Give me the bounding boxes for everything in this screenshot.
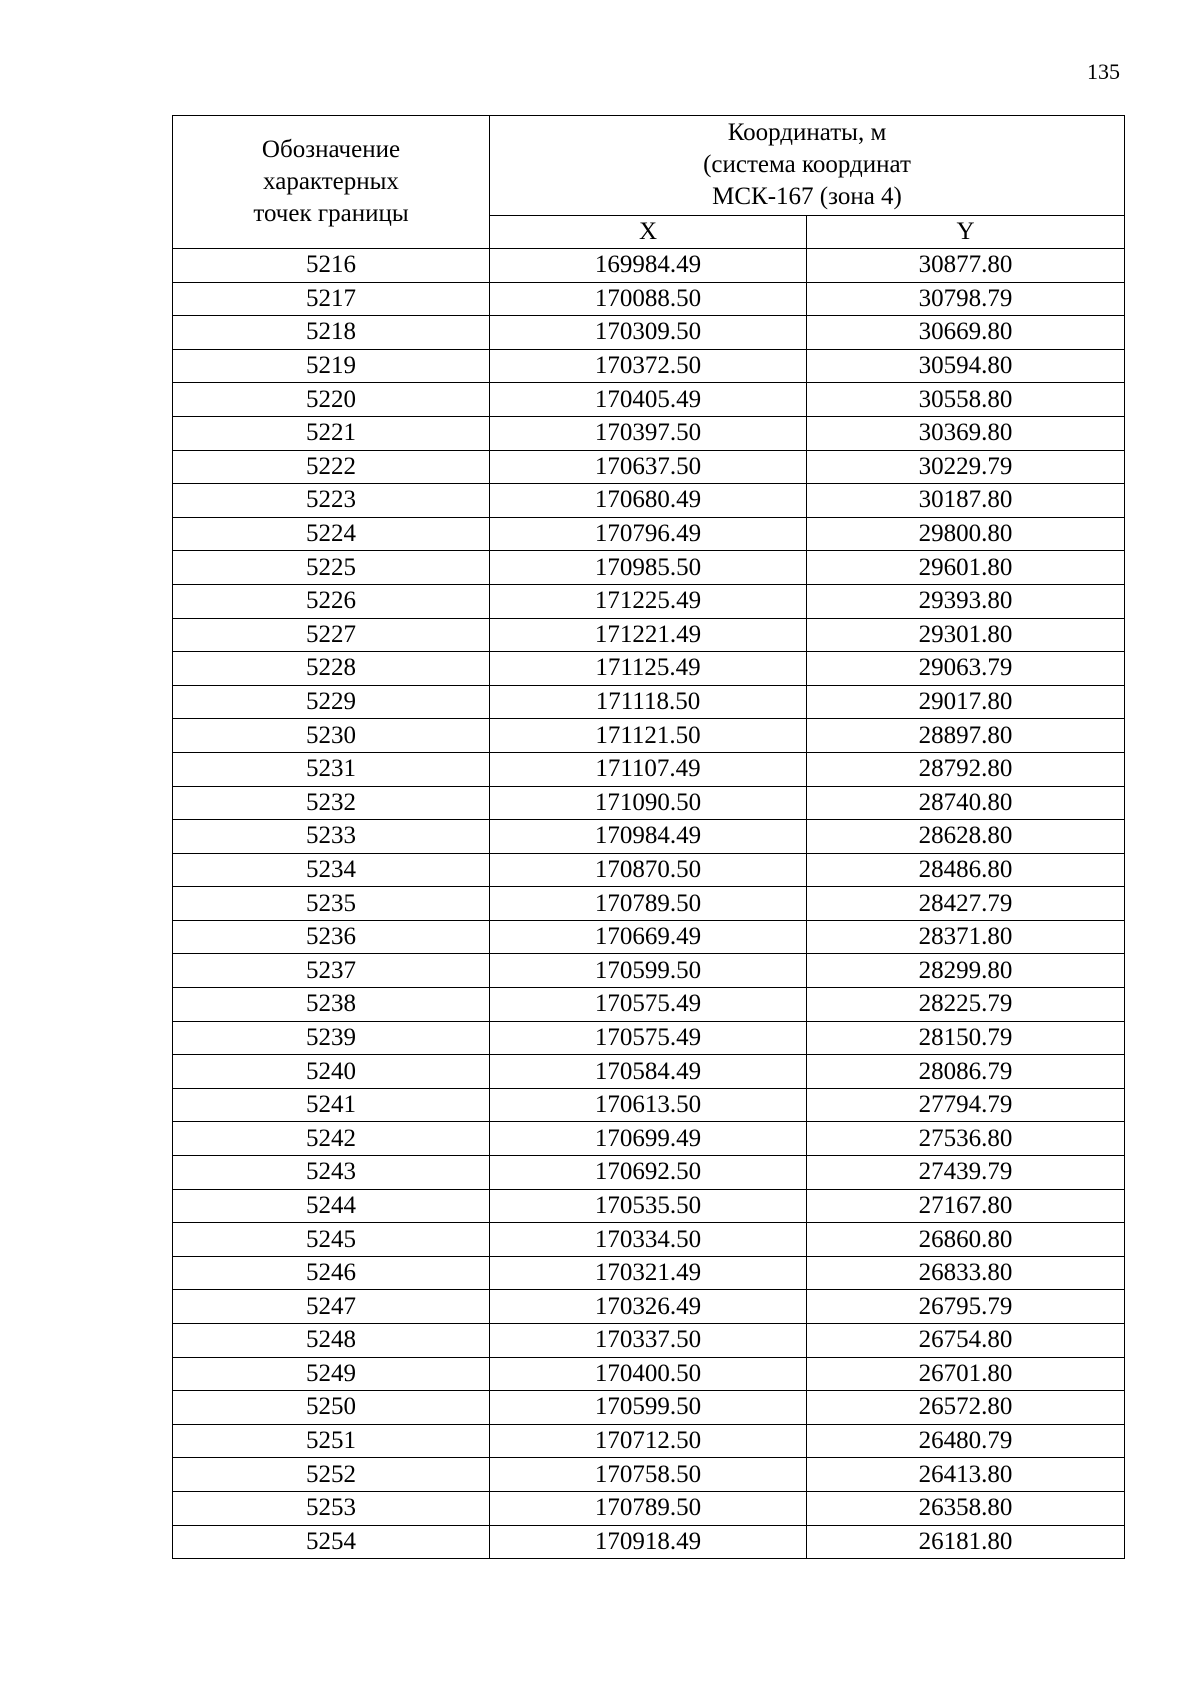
point-id-cell: 5230	[173, 719, 490, 753]
x-coordinate-cell: 170400.50	[490, 1357, 807, 1391]
x-column-header: X	[490, 215, 807, 248]
y-coordinate-cell: 30187.80	[807, 484, 1125, 518]
x-coordinate-cell: 170758.50	[490, 1458, 807, 1492]
y-coordinate-cell: 29393.80	[807, 584, 1125, 618]
x-coordinate-cell: 170535.50	[490, 1189, 807, 1223]
y-coordinate-cell: 26480.79	[807, 1424, 1125, 1458]
y-coordinate-cell: 27439.79	[807, 1156, 1125, 1190]
x-coordinate-cell: 170789.50	[490, 887, 807, 921]
y-coordinate-cell: 26795.79	[807, 1290, 1125, 1324]
table-row	[173, 349, 1125, 383]
table-row	[173, 920, 1125, 954]
x-coordinate-cell: 170575.49	[490, 988, 807, 1022]
x-coordinate-cell: 170584.49	[490, 1055, 807, 1089]
point-id-cell: 5219	[173, 349, 490, 383]
y-coordinate-cell: 28628.80	[807, 820, 1125, 854]
x-coordinate-cell: 170088.50	[490, 282, 807, 316]
table-row	[173, 1491, 1125, 1525]
table-row	[173, 1021, 1125, 1055]
point-id-cell: 5243	[173, 1156, 490, 1190]
x-coordinate-cell: 170985.50	[490, 551, 807, 585]
table-body	[173, 249, 1125, 1559]
coordinates-group-header	[490, 116, 1125, 216]
table-row	[173, 685, 1125, 719]
table-row	[173, 517, 1125, 551]
x-coordinate-cell: 170397.50	[490, 416, 807, 450]
x-coordinate-cell: 170918.49	[490, 1525, 807, 1559]
x-coordinate-cell: 170321.49	[490, 1256, 807, 1290]
y-coordinate-cell: 28086.79	[807, 1055, 1125, 1089]
table-row	[173, 484, 1125, 518]
y-coordinate-cell: 30229.79	[807, 450, 1125, 484]
y-coordinate-cell: 28486.80	[807, 853, 1125, 887]
point-id-cell: 5226	[173, 584, 490, 618]
table-row	[173, 249, 1125, 283]
point-id-cell: 5254	[173, 1525, 490, 1559]
table-row	[173, 450, 1125, 484]
y-coordinate-cell: 26572.80	[807, 1391, 1125, 1425]
x-coordinate-cell: 171221.49	[490, 618, 807, 652]
point-id-cell: 5218	[173, 316, 490, 350]
table-row	[173, 584, 1125, 618]
y-coordinate-cell: 29800.80	[807, 517, 1125, 551]
table-row	[173, 551, 1125, 585]
x-coordinate-cell: 170613.50	[490, 1088, 807, 1122]
point-id-cell: 5223	[173, 484, 490, 518]
table-row	[173, 1290, 1125, 1324]
table-row	[173, 1324, 1125, 1358]
y-coordinate-cell: 28150.79	[807, 1021, 1125, 1055]
x-coordinate-cell: 170870.50	[490, 853, 807, 887]
y-coordinate-cell: 28740.80	[807, 786, 1125, 820]
point-id-cell: 5253	[173, 1491, 490, 1525]
table-row	[173, 1156, 1125, 1190]
point-id-cell: 5225	[173, 551, 490, 585]
y-coordinate-cell: 30669.80	[807, 316, 1125, 350]
point-header-line: Обозначение	[261, 136, 401, 163]
table-row	[173, 752, 1125, 786]
table-row	[173, 1357, 1125, 1391]
x-coordinate-cell: 170680.49	[490, 484, 807, 518]
y-coordinate-cell: 26754.80	[807, 1324, 1125, 1358]
table-row	[173, 1088, 1125, 1122]
y-coordinate-cell: 28371.80	[807, 920, 1125, 954]
point-id-cell: 5232	[173, 786, 490, 820]
point-id-cell: 5235	[173, 887, 490, 921]
y-coordinate-cell: 26833.80	[807, 1256, 1125, 1290]
point-id-cell: 5236	[173, 920, 490, 954]
x-coordinate-cell: 170326.49	[490, 1290, 807, 1324]
x-coordinate-cell: 170575.49	[490, 1021, 807, 1055]
y-coordinate-cell: 29601.80	[807, 551, 1125, 585]
coordinates-table	[172, 115, 1125, 1559]
point-header-line: характерных	[263, 168, 399, 195]
point-id-cell: 5233	[173, 820, 490, 854]
x-coordinate-cell: 170309.50	[490, 316, 807, 350]
y-coordinate-cell: 30369.80	[807, 416, 1125, 450]
table-row	[173, 618, 1125, 652]
table-row	[173, 383, 1125, 417]
x-coordinate-cell: 170669.49	[490, 920, 807, 954]
point-id-cell: 5247	[173, 1290, 490, 1324]
y-coordinate-cell: 28299.80	[807, 954, 1125, 988]
x-coordinate-cell: 170337.50	[490, 1324, 807, 1358]
x-coordinate-cell: 170692.50	[490, 1156, 807, 1190]
point-header-line: точек границы	[253, 200, 409, 227]
x-coordinate-cell: 170637.50	[490, 450, 807, 484]
point-id-cell: 5239	[173, 1021, 490, 1055]
point-id-cell: 5234	[173, 853, 490, 887]
table-row	[173, 1055, 1125, 1089]
page-number: 135	[1087, 59, 1120, 84]
y-coordinate-cell: 30798.79	[807, 282, 1125, 316]
table-row	[173, 1122, 1125, 1156]
point-id-cell: 5229	[173, 685, 490, 719]
y-coordinate-cell: 26860.80	[807, 1223, 1125, 1257]
y-coordinate-cell: 30594.80	[807, 349, 1125, 383]
point-designation-header	[173, 116, 490, 249]
y-coordinate-cell: 29017.80	[807, 685, 1125, 719]
x-coordinate-cell: 171125.49	[490, 652, 807, 686]
point-id-cell: 5251	[173, 1424, 490, 1458]
point-id-cell: 5231	[173, 752, 490, 786]
point-id-cell: 5217	[173, 282, 490, 316]
table-row	[173, 1391, 1125, 1425]
x-coordinate-cell: 171225.49	[490, 584, 807, 618]
table-row	[173, 316, 1125, 350]
point-id-cell: 5246	[173, 1256, 490, 1290]
table-row	[173, 1424, 1125, 1458]
point-id-cell: 5227	[173, 618, 490, 652]
x-coordinate-cell: 170334.50	[490, 1223, 807, 1257]
point-id-cell: 5238	[173, 988, 490, 1022]
x-coordinate-cell: 170796.49	[490, 517, 807, 551]
y-column-header: Y	[807, 215, 1125, 248]
table-header	[173, 116, 1125, 249]
x-coordinate-cell: 170599.50	[490, 1391, 807, 1425]
table-row	[173, 853, 1125, 887]
y-coordinate-cell: 27167.80	[807, 1189, 1125, 1223]
table-row	[173, 820, 1125, 854]
table-row	[173, 1189, 1125, 1223]
x-coordinate-cell: 171090.50	[490, 786, 807, 820]
x-coordinate-cell: 170599.50	[490, 954, 807, 988]
y-coordinate-cell: 30877.80	[807, 249, 1125, 283]
y-coordinate-cell: 26181.80	[807, 1525, 1125, 1559]
point-id-cell: 5237	[173, 954, 490, 988]
point-id-cell: 5220	[173, 383, 490, 417]
x-coordinate-cell: 171118.50	[490, 685, 807, 719]
y-coordinate-cell: 26701.80	[807, 1357, 1125, 1391]
table-row	[173, 1223, 1125, 1257]
point-id-cell: 5244	[173, 1189, 490, 1223]
point-id-cell: 5241	[173, 1088, 490, 1122]
point-id-cell: 5216	[173, 249, 490, 283]
table-row	[173, 1458, 1125, 1492]
coords-header-line: (система координат	[703, 151, 911, 179]
x-coordinate-cell: 170712.50	[490, 1424, 807, 1458]
table-row	[173, 954, 1125, 988]
table-row	[173, 416, 1125, 450]
x-coordinate-cell: 170789.50	[490, 1491, 807, 1525]
point-id-cell: 5224	[173, 517, 490, 551]
table-row	[173, 988, 1125, 1022]
y-coordinate-cell: 28792.80	[807, 752, 1125, 786]
point-id-cell: 5249	[173, 1357, 490, 1391]
x-coordinate-cell: 169984.49	[490, 249, 807, 283]
y-coordinate-cell: 28225.79	[807, 988, 1125, 1022]
y-coordinate-cell: 26358.80	[807, 1491, 1125, 1525]
x-coordinate-cell: 170984.49	[490, 820, 807, 854]
coords-header-line: МСК-167 (зона 4)	[712, 183, 902, 211]
x-coordinate-cell: 170372.50	[490, 349, 807, 383]
table-row	[173, 786, 1125, 820]
y-coordinate-cell: 29063.79	[807, 652, 1125, 686]
y-coordinate-cell: 26413.80	[807, 1458, 1125, 1492]
y-coordinate-cell: 29301.80	[807, 618, 1125, 652]
table-row	[173, 887, 1125, 921]
point-id-cell: 5245	[173, 1223, 490, 1257]
header-row-top	[173, 116, 1125, 216]
x-coordinate-cell: 171107.49	[490, 752, 807, 786]
table-row	[173, 282, 1125, 316]
point-id-cell: 5252	[173, 1458, 490, 1492]
point-id-cell: 5242	[173, 1122, 490, 1156]
table-row	[173, 719, 1125, 753]
point-id-cell: 5248	[173, 1324, 490, 1358]
point-id-cell: 5222	[173, 450, 490, 484]
point-id-cell: 5228	[173, 652, 490, 686]
point-id-cell: 5221	[173, 416, 490, 450]
table-row	[173, 652, 1125, 686]
y-coordinate-cell: 28427.79	[807, 887, 1125, 921]
y-coordinate-cell: 30558.80	[807, 383, 1125, 417]
table-row	[173, 1256, 1125, 1290]
y-coordinate-cell: 27794.79	[807, 1088, 1125, 1122]
point-id-cell: 5240	[173, 1055, 490, 1089]
x-coordinate-cell: 171121.50	[490, 719, 807, 753]
table-row	[173, 1525, 1125, 1559]
point-id-cell: 5250	[173, 1391, 490, 1425]
y-coordinate-cell: 28897.80	[807, 719, 1125, 753]
x-coordinate-cell: 170405.49	[490, 383, 807, 417]
x-coordinate-cell: 170699.49	[490, 1122, 807, 1156]
coords-header-line: Координаты, м	[727, 119, 887, 147]
y-coordinate-cell: 27536.80	[807, 1122, 1125, 1156]
